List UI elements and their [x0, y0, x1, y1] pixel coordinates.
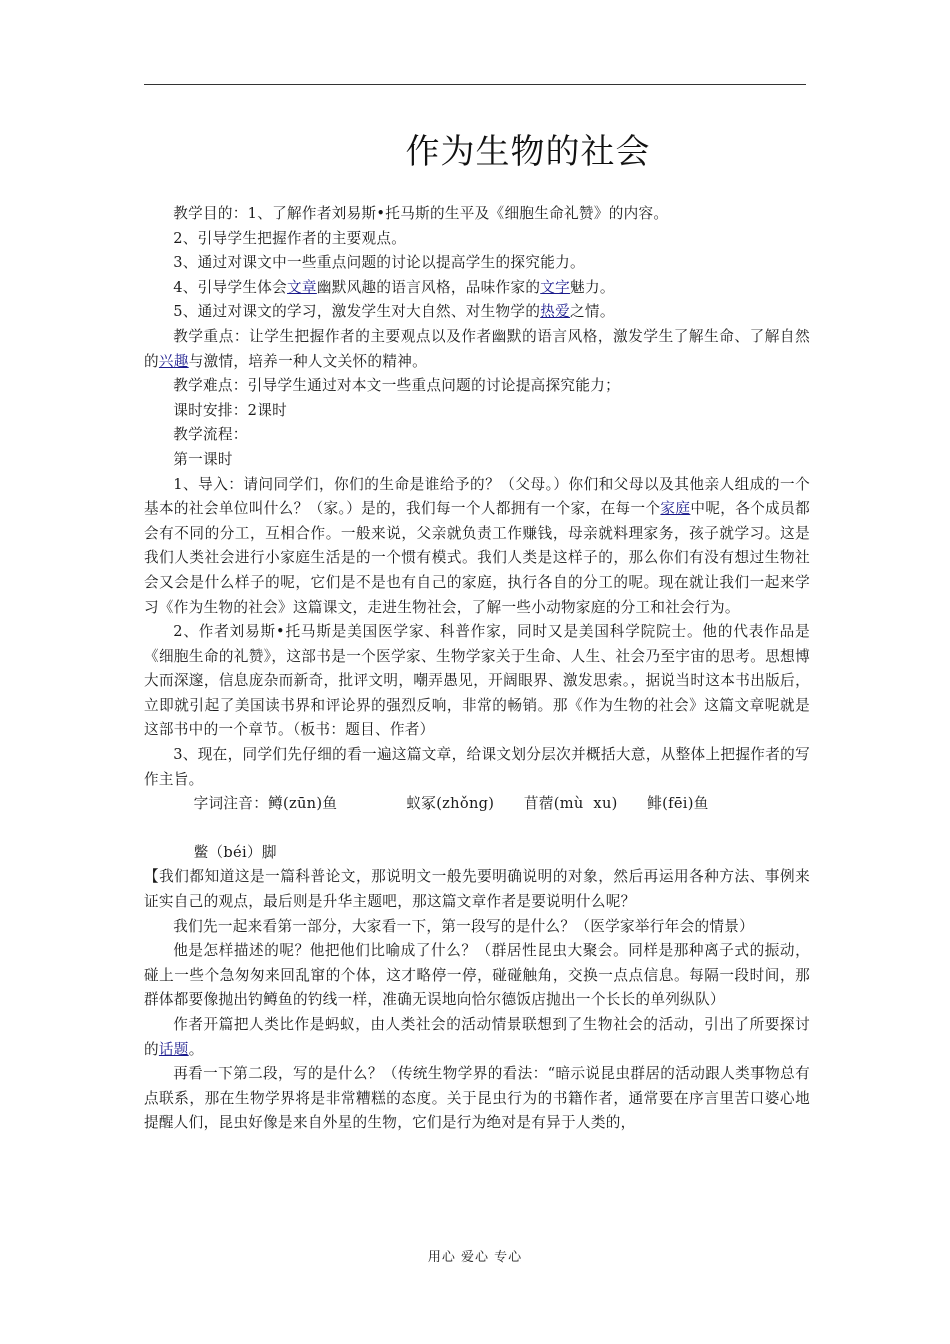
- objective-5-text-b: 之情。: [570, 303, 615, 321]
- link-wenzhang[interactable]: 文章: [287, 278, 317, 296]
- analysis-paragraph-3: 他是怎样描述的呢？他把他们比喻成了什么？（群居性昆虫大聚会。同样是那种离子式的振动，碰上一些个急匆匆来回乱窜的个体，这才略停一停，碰碰触角，交换一点点信息。每隔一段时间，那群体都要像抛出钓鳟鱼的钓线一样，准确无误地向恰尔德饭店抛出一个长长的单列纵队）: [144, 942, 810, 1009]
- objective-4-text-b: 幽默风趣的语言风格，品味作家的: [316, 278, 541, 296]
- intro-text-b: 中呢，各个成员都会有不同的分工，互相合作。一般来说，父亲就负责工作赚钱，母亲就料理家务，孩子就学习。这是我们人类社会进行小家庭生活是的一个惯有模式。我们人类是这样子的，那么你们有没有想过生物社会又会是什么样子的呢，它们是不是也有自己的家庭，执行各自的分工的呢。现在就让我们一起来学习《作为生物的社会》这篇课文，走进生物社会，了解一些小动物家庭的分工和社会行为。: [144, 500, 810, 616]
- analysis-paragraph-5: 再看一下第二段，写的是什么？（传统生物学界的看法：“暗示说昆虫群居的活动跟人类事物总有点联系，那在生物学界将是非常糟糕的态度。关于昆虫行为的书籍作者，通常要在序言里苦口婆心地提醒人们，昆虫好像是来自外星的生物，它们是行为绝对是有异于人类的，: [144, 1065, 810, 1132]
- intro-paragraph: [144, 473, 810, 621]
- focus-text-b: 与激情，培养一种人文关怀的精神。: [188, 352, 428, 370]
- reading-paragraph: 3、现在，同学们先仔细的看一遍这篇文章，给课文划分层次并概括大意，从整体上把握作者的写作主旨。: [144, 746, 810, 788]
- link-reai[interactable]: 热爱: [540, 303, 571, 321]
- para-d-text-a: 作者开篇把人类比作是蚂蚁，由人类社会的活动情景联想到了生物社会的活动，引出了所要探讨的: [144, 1016, 810, 1058]
- objective-5-text-a: 5、通过对课文的学习，激发学生对大自然、对生物学的: [173, 303, 541, 321]
- objective-2: 2、引导学生把握作者的主要观点。: [173, 229, 407, 247]
- analysis-paragraph-4: [144, 1013, 810, 1062]
- objective-4-text-c: 魅力。: [570, 278, 615, 296]
- objective-4-text-a: 4、引导学生体会: [173, 278, 288, 296]
- analysis-paragraph-1: 【我们都知道这是一篇科普论文，那说明文一般先要明确说明的对象，然后再运用各种方法、事例来证实自己的观点，最后则是升华主题吧，那这篇文章作者是要说明什么呢？: [144, 868, 810, 911]
- objective-5: [144, 300, 810, 325]
- document-body: [144, 202, 810, 1136]
- link-huati[interactable]: 话题: [158, 1040, 189, 1058]
- objective-4: [144, 276, 810, 301]
- objective-1: 教学目的：1、了解作者刘易斯•托马斯的生平及《细胞生命礼赞》的内容。: [173, 205, 669, 222]
- link-xingqu[interactable]: 兴趣: [158, 352, 189, 370]
- lesson-one-heading: 第一课时: [173, 450, 233, 468]
- author-paragraph: 2、作者刘易斯•托马斯是美国医学家、科普作家，同时又是美国科学院院士。他的代表作品是《细胞生命的礼赞》，这部书是一个医学家、生物学家关于生命、人生、社会乃至宇宙的思考。思想博大而深邃，信息庞杂而新奇，批评文明，嘲弄愚见，开阔眼界、激发思索。，据说当时这本书出版后，立即就引起了美国读书界和评论界的强烈反响，非常的畅销。那《作为生物的社会》这篇文章呢就是这部书中的一个章节。（板书：题目、作者）: [144, 623, 810, 739]
- header-rule: [144, 84, 806, 85]
- pinyin-line-1: 字词注音：鳟(zūn)鱼 蚁冢(zhǒng) 苜蓿(mù xu) 鲱(fēi)鱼: [193, 795, 709, 813]
- analysis-paragraph-2: 我们先一起来看第一部分，大家看一下，第一段写的是什么？（医学家举行年会的情景）: [173, 917, 755, 935]
- link-jiating[interactable]: 家庭: [660, 500, 691, 518]
- para-d-text-b: 。: [188, 1040, 204, 1058]
- pinyin-line-2: 鳖（béi）脚: [193, 843, 277, 861]
- objective-3: 3、通过对课文中一些重点问题的讨论以提高学生的探究能力。: [173, 254, 585, 272]
- document-title: 作为生物的社会: [405, 132, 651, 172]
- page-footer: 用心 爱心 专心: [427, 1250, 523, 1265]
- teaching-focus: [144, 325, 810, 374]
- focus-text-a: 教学重点：让学生把握作者的主要观点以及作者幽默的语言风格，激发学生了解生命、了解自然的: [144, 327, 810, 370]
- class-schedule: 课时安排：2课时: [173, 401, 288, 419]
- teaching-difficulty: 教学难点：引导学生通过对本文一些重点问题的讨论提高探究能力；: [173, 377, 621, 395]
- teaching-process: 教学流程：: [173, 426, 248, 444]
- intro-text-a: 1、导入：请问同学们，你们的生命是谁给予的？（父母。）你们和父母以及其他亲人组成的一个基本的社会单位叫什么？（家。）是的，我们每一个人都拥有一个家，在每一个: [144, 475, 810, 518]
- link-wenzi[interactable]: 文字: [540, 278, 571, 296]
